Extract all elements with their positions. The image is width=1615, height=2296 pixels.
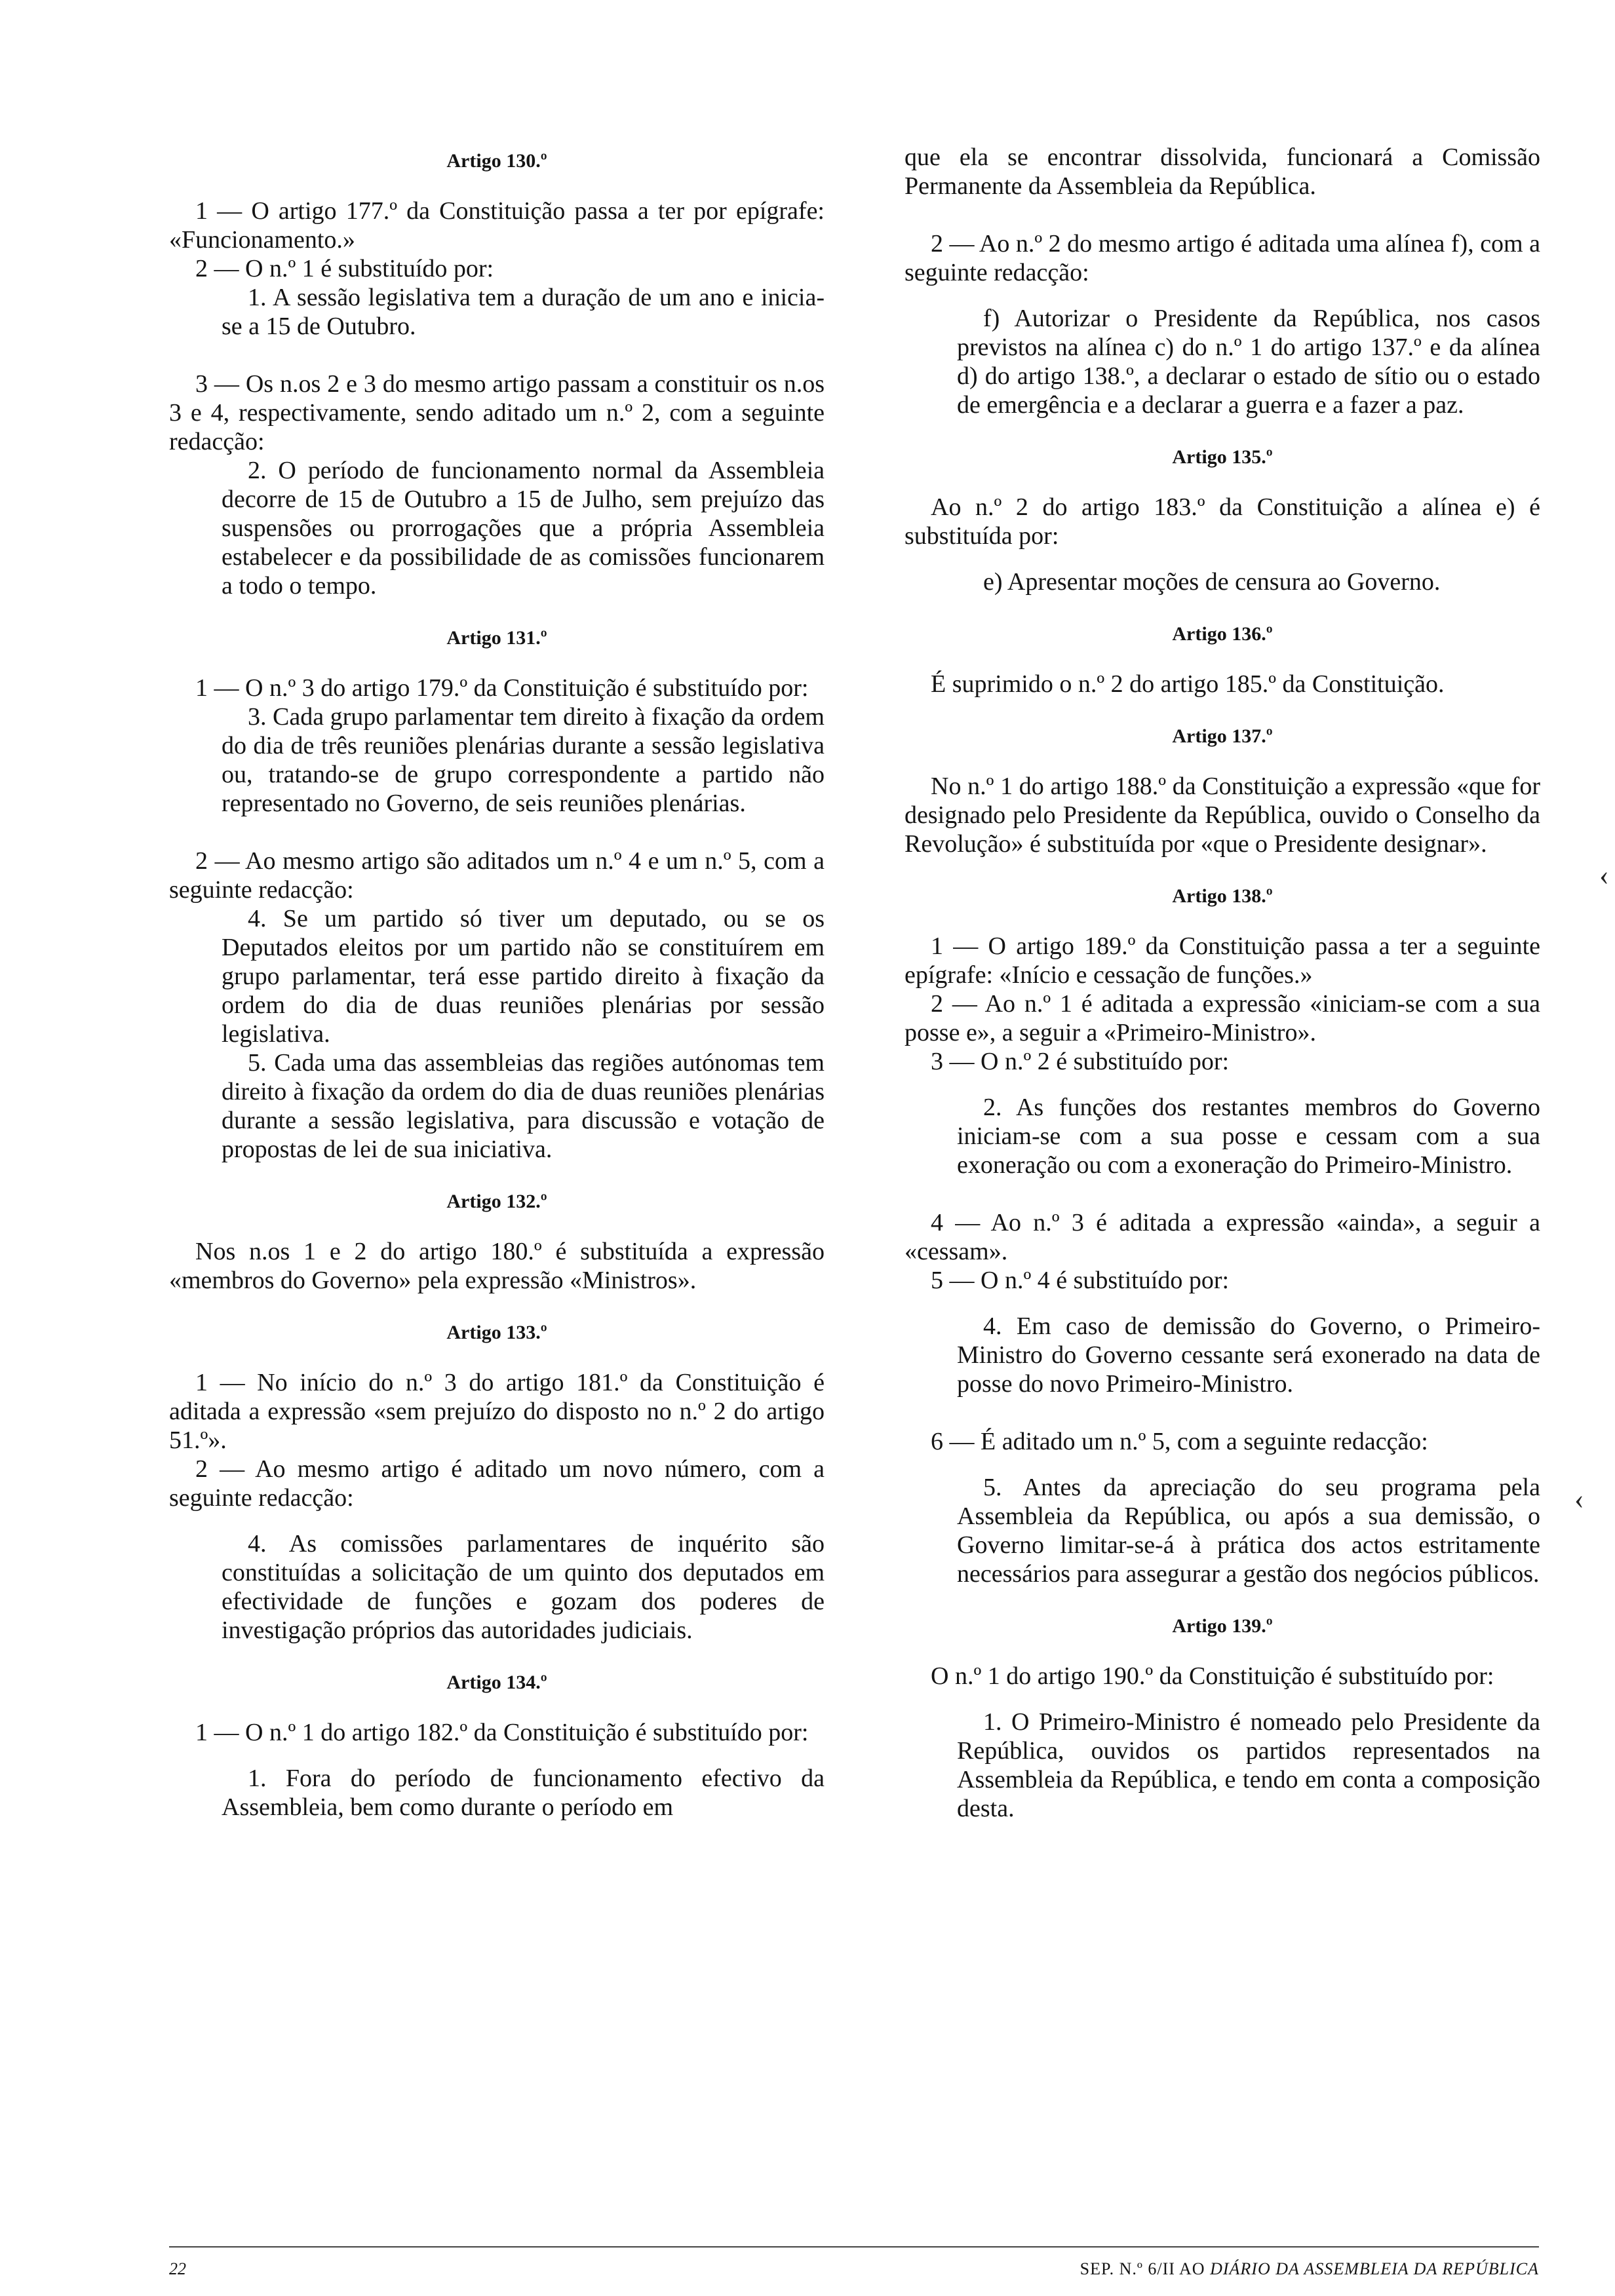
article-132-title: Artigo 132.º (446, 1191, 547, 1212)
article-131-title: Artigo 131.º (446, 627, 547, 649)
article-134-paragraph-1: 1 — O n.º 1 do artigo 182.º da Constituição é substituído por: (195, 1719, 809, 1746)
article-130-quote-2: 2. O período de funcionamento normal da Assembleia decorre de 15 de Outubro a 15 de Julho, sem prejuízo das suspensões ou prorrogações que a própria Assembleia estabelecer e da possibilidade de as comissões funcionarem a todo o tempo. (222, 457, 825, 600)
right-column (905, 143, 1540, 1823)
footer-rule (169, 2246, 1539, 2248)
article-136-title: Artigo 136.º (1172, 623, 1273, 645)
article-137-title: Artigo 137.º (1172, 725, 1273, 747)
article-139-paragraph-1: O n.º 1 do artigo 190.º da Constituição é substituído por: (931, 1662, 1494, 1690)
article-138-paragraph-5: 5 — O n.º 4 é substituído por: (931, 1267, 1230, 1294)
article-133-paragraph-2: 2 — Ao mesmo artigo é aditado um novo número, com a seguinte redacção: (169, 1455, 825, 1512)
article-133-quote-1: 4. As comissões parlamentares de inquérito são constituídas a solicitação de um quinto dos deputados em efectividade de funções e gozam dos poderes de investigação próprios das autoridades judiciais. (222, 1530, 825, 1644)
article-131-quote-2: 4. Se um partido só tiver um deputado, ou se os Deputados eleitos por um partido não se constituírem em grupo parlamentar, terá esse partido direito à fixação da ordem do dia de duas reuniões plenárias por sessão legislativa. (222, 905, 825, 1048)
article-131-quote-3: 5. Cada uma das assembleias das regiões autónomas tem direito à fixação da ordem do dia de duas reuniões plenárias durante a sessão legislativa, para discussão e votação de propostas de lei de sua iniciativa. (222, 1049, 825, 1163)
article-130-paragraph-1: 1 — O artigo 177.º da Constituição passa a ter por epígrafe: «Funcionamento.» (169, 197, 825, 254)
article-130-quote-1: 1. A sessão legislativa tem a duração de um ano e inicia-se a 15 de Outubro. (222, 284, 825, 340)
article-138-quote-3: 5. Antes da apreciação do seu programa pela Assembleia da República, ou após a sua demissão, o Governo limitar-se-á à prática dos actos estritamente necessários para assegurar a gestão dos negócios públicos. (957, 1474, 1540, 1588)
article-134-quote-1: 1. Fora do período de funcionamento efectivo da Assembleia, bem como durante o período em (222, 1765, 825, 1821)
article-139-quote-1: 1. O Primeiro-Ministro é nomeado pelo Presidente da República, ouvidos os partidos representados na Assembleia da República, e tendo em conta a composição desta. (957, 1708, 1540, 1822)
article-135-paragraph-1: Ao n.º 2 do artigo 183.º da Constituição a alínea e) é substituída por: (905, 493, 1540, 550)
article-138-paragraph-3: 3 — O n.º 2 é substituído por: (931, 1048, 1230, 1075)
margin-mark-icon: ‹ (1599, 859, 1609, 891)
margin-mark-icon: ‹ (1574, 1483, 1584, 1515)
article-134-quote-2: f) Autorizar o Presidente da República, nos casos previstos na alínea c) do n.º 1 do artigo 137.º e da alínea d) do artigo 138.º, a declarar o estado de sítio ou o estado de emergência e a declarar a guerra e a fazer a paz. (957, 305, 1540, 419)
article-131-paragraph-2: 2 — Ao mesmo artigo são aditados um n.º 4 e um n.º 5, com a seguinte redacção: (169, 847, 825, 904)
article-137-paragraph-1: No n.º 1 do artigo 188.º da Constituição a expressão «que for designado pelo Presidente da República, ouvido o Conselho da Revolução» é substituída por «que o Presidente designar». (905, 773, 1540, 858)
article-136-paragraph-1: É suprimido o n.º 2 do artigo 185.º da Constituição. (931, 670, 1445, 698)
article-138-paragraph-4: 4 — Ao n.º 3 é aditada a expressão «ainda», a seguir a «cessam». (905, 1209, 1540, 1265)
article-133-title: Artigo 133.º (446, 1322, 547, 1343)
article-135-title: Artigo 135.º (1172, 446, 1273, 468)
article-138-quote-1: 2. As funções dos restantes membros do Governo iniciam-se com a sua posse e cessam com a sua exoneração ou com a exoneração do Primeiro-Ministro. (957, 1094, 1540, 1179)
article-138-paragraph-2: 2 — Ao n.º 1 é aditada a expressão «iniciam-se com a sua posse e», a seguir a «Primeiro-Ministro». (905, 990, 1540, 1046)
publication-prefix: SEP. N.º 6/II AO (1080, 2259, 1205, 2278)
article-131-paragraph-1: 1 — O n.º 3 do artigo 179.º da Constituição é substituído por: (195, 674, 809, 702)
article-130-title: Artigo 130.º (446, 150, 547, 172)
article-135-quote-1: e) Apresentar moções de censura ao Governo. (983, 568, 1441, 596)
article-138-paragraph-1: 1 — O artigo 189.º da Constituição passa a ter a seguinte epígrafe: «Início e cessação de funções.» (905, 932, 1540, 989)
publication-name: DIÁRIO DA ASSEMBLEIA DA REPÚBLICA (1210, 2259, 1539, 2278)
article-134-paragraph-2: 2 — Ao n.º 2 do mesmo artigo é aditada uma alínea f), com a seguinte redacção: (905, 230, 1540, 286)
article-138-paragraph-6: 6 — É aditado um n.º 5, com a seguinte redacção: (931, 1428, 1428, 1455)
article-132-paragraph-1: Nos n.os 1 e 2 do artigo 180.º é substituída a expressão «membros do Governo» pela expressão «Ministros». (169, 1238, 825, 1294)
article-134-title: Artigo 134.º (446, 1672, 547, 1693)
article-131-quote-1: 3. Cada grupo parlamentar tem direito à fixação da ordem do dia de três reuniões plenárias durante a sessão legislativa ou, tratando-se de grupo correspondente a partido não representado no Governo, de seis reuniões plenárias. (222, 703, 825, 817)
left-column (169, 143, 825, 1822)
article-130-paragraph-3: 3 — Os n.os 2 e 3 do mesmo artigo passam a constituir os n.os 3 e 4, respectivamente, sendo aditado um n.º 2, com a seguinte redacção: (169, 370, 825, 455)
publication-reference (1080, 2259, 1539, 2279)
article-138-title: Artigo 138.º (1172, 885, 1273, 907)
article-130-paragraph-2: 2 — O n.º 1 é substituído por: (195, 255, 494, 282)
article-139-title: Artigo 139.º (1172, 1615, 1273, 1637)
article-138-quote-2: 4. Em caso de demissão do Governo, o Primeiro-Ministro do Governo cessante será exonerado na data de posse do novo Primeiro-Ministro. (957, 1312, 1540, 1398)
article-133-paragraph-1: 1 — No início do n.º 3 do artigo 181.º da Constituição é aditada a expressão «sem prejuízo do disposto no n.º 2 do artigo 51.º». (169, 1369, 825, 1454)
article-134-quote-1-continued: que ela se encontrar dissolvida, funcionará a Comissão Permanente da Assembleia da República. (905, 144, 1540, 200)
page-number: 22 (169, 2259, 186, 2278)
